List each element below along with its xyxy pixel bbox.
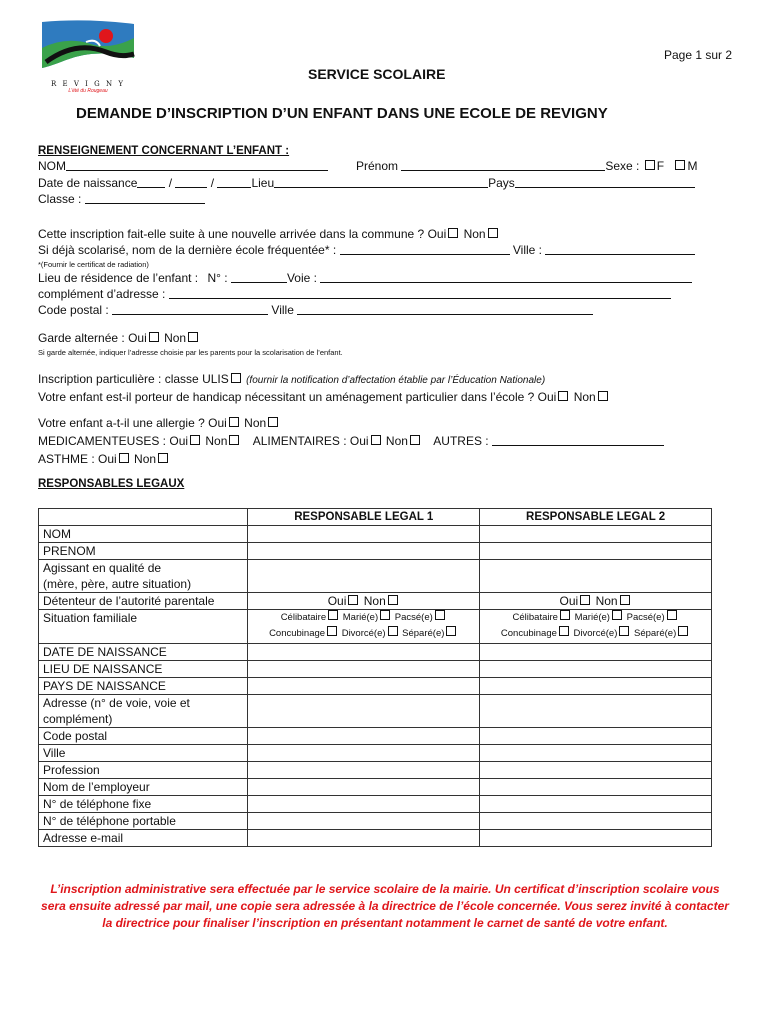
- medic-oui-label: Oui: [169, 434, 189, 448]
- resp1-pays-naissance-cell[interactable]: [248, 678, 480, 695]
- resp1-detenteur-oui-checkbox[interactable]: [348, 595, 358, 605]
- complement-label: complément d’adresse :: [38, 287, 166, 301]
- resp2-celib-label: Célibataire: [512, 612, 558, 623]
- handicap-non-checkbox[interactable]: [598, 391, 608, 401]
- resp1-concub-checkbox[interactable]: [327, 626, 337, 636]
- resp1-detenteur-non-label: Non: [363, 594, 386, 608]
- resp1-email-cell[interactable]: [248, 830, 480, 847]
- table-row: [39, 796, 712, 813]
- row-label-prenom: PRENOM: [39, 543, 248, 560]
- code-postal-field[interactable]: [112, 304, 268, 315]
- garde-oui-label: Oui: [128, 331, 147, 345]
- resp1-celib-checkbox[interactable]: [328, 610, 338, 620]
- row-label-code-postal: Code postal: [39, 728, 248, 745]
- medic-oui-checkbox[interactable]: [190, 435, 200, 445]
- resp2-celib-checkbox[interactable]: [560, 610, 570, 620]
- resp1-marie-label: Marié(e): [342, 612, 379, 623]
- row-label-tel-portable: N° de téléphone portable: [39, 813, 248, 830]
- row-label-detenteur: Détenteur de l’autorité parentale: [39, 593, 248, 610]
- resp1-adresse-cell[interactable]: [248, 695, 480, 728]
- resp1-prenom-cell[interactable]: [248, 543, 480, 560]
- table-row: [39, 728, 712, 745]
- resp2-detenteur-cell: [480, 593, 712, 610]
- classe-label: Classe :: [38, 192, 82, 206]
- resp1-detenteur-cell: [248, 593, 480, 610]
- pays-field[interactable]: [515, 177, 695, 188]
- col-header-resp1: RESPONSABLE LEGAL 1: [248, 509, 480, 526]
- allergie-non-checkbox[interactable]: [268, 417, 278, 427]
- col-header-resp2: RESPONSABLE LEGAL 2: [480, 509, 712, 526]
- resp2-ville-cell[interactable]: [480, 745, 712, 762]
- resp2-separe-checkbox[interactable]: [678, 626, 688, 636]
- table-header-row: [39, 509, 712, 526]
- row-ecole: [38, 243, 695, 258]
- table-row: [39, 644, 712, 661]
- garde-non-label: Non: [164, 331, 187, 345]
- aliment-non-label: Non: [385, 434, 408, 448]
- resp1-code-postal-cell[interactable]: [248, 728, 480, 745]
- ville-field[interactable]: [297, 304, 593, 315]
- table-row: [39, 813, 712, 830]
- handicap-oui-label: Oui: [537, 390, 557, 404]
- garde-non-checkbox[interactable]: [188, 332, 198, 342]
- resp2-date-naissance-cell[interactable]: [480, 644, 712, 661]
- garde-note: Si garde alternée, indiquer l’adresse choisie par les parents pour la scolarisation de l’enfant.: [38, 348, 343, 357]
- row-complement: [38, 287, 671, 302]
- resp1-tel-fixe-cell[interactable]: [248, 796, 480, 813]
- prenom-field[interactable]: [401, 160, 605, 171]
- resp1-agissant-cell[interactable]: [248, 560, 480, 593]
- row-label-ville: Ville: [39, 745, 248, 762]
- nom-label: NOM: [38, 159, 66, 173]
- row-label-nom: NOM: [39, 526, 248, 543]
- autres-label: AUTRES :: [433, 434, 489, 448]
- table-header-empty: [39, 509, 248, 526]
- resp2-pacse-checkbox[interactable]: [667, 610, 677, 620]
- resp2-adresse-cell[interactable]: [480, 695, 712, 728]
- resp1-nom-cell[interactable]: [248, 526, 480, 543]
- responsables-title: RESPONSABLES LEGAUX: [38, 478, 185, 490]
- medic-label: MEDICAMENTEUSES :: [38, 434, 167, 448]
- arrivee-oui-checkbox[interactable]: [448, 228, 458, 238]
- resp2-profession-cell[interactable]: [480, 762, 712, 779]
- table-row: [39, 661, 712, 678]
- table-row: [39, 745, 712, 762]
- asthme-label: ASTHME :: [38, 452, 95, 466]
- resp2-lieu-naissance-cell[interactable]: [480, 661, 712, 678]
- sexe-m-label: M: [687, 159, 698, 173]
- agissant-line2: (mère, père, autre situation): [43, 577, 192, 591]
- resp2-concub-label: Concubinage: [500, 628, 557, 639]
- resp1-ville-cell[interactable]: [248, 745, 480, 762]
- table-row: [39, 762, 712, 779]
- row-residence: [38, 271, 692, 286]
- handicap-question: Votre enfant est-il porteur de handicap nécessitant un aménagement particulier dans l’école ?: [38, 390, 535, 404]
- child-section-title: RENSEIGNEMENT CONCERNANT L’ENFANT :: [38, 145, 290, 157]
- responsables-table: [38, 508, 712, 847]
- resp1-pacse-label: Pacsé(e): [394, 612, 433, 623]
- ulis-note: (fournir la notification d’affectation établie par l’Éducation Nationale): [246, 375, 546, 386]
- table-row: [39, 560, 712, 593]
- pays-label: Pays: [488, 176, 515, 190]
- resp1-separe-label: Séparé(e): [402, 628, 445, 639]
- resp2-marie-label: Marié(e): [574, 612, 610, 623]
- asthme-oui-checkbox[interactable]: [119, 453, 129, 463]
- resp1-employeur-cell[interactable]: [248, 779, 480, 796]
- aliment-oui-checkbox[interactable]: [371, 435, 381, 445]
- resp1-separe-checkbox[interactable]: [446, 626, 456, 636]
- resp2-agissant-cell[interactable]: [480, 560, 712, 593]
- resp2-email-cell[interactable]: [480, 830, 712, 847]
- aliment-oui-label: Oui: [349, 434, 369, 448]
- nom-field[interactable]: [66, 160, 328, 171]
- page-title: DEMANDE D’INSCRIPTION D’UN ENFANT DANS UNE ECOLE DE REVIGNY: [76, 105, 608, 122]
- resp1-divorce-label: Divorcé(e): [341, 628, 386, 639]
- aliment-non-checkbox[interactable]: [410, 435, 420, 445]
- row-label-tel-fixe: N° de téléphone fixe: [39, 796, 248, 813]
- allergie-oui-checkbox[interactable]: [229, 417, 239, 427]
- row-handicap: [38, 390, 610, 405]
- resp2-situation-cell: [480, 610, 712, 644]
- row-ulis: [38, 372, 545, 388]
- row-label-profession: Profession: [39, 762, 248, 779]
- table-row: [39, 526, 712, 543]
- allergie-question: Votre enfant a-t-il une allergie ?: [38, 416, 205, 430]
- adresse-line1: Adresse (n° de voie, voie et: [43, 696, 190, 710]
- resp2-code-postal-cell[interactable]: [480, 728, 712, 745]
- row-label-email: Adresse e-mail: [39, 830, 248, 847]
- handicap-oui-checkbox[interactable]: [558, 391, 568, 401]
- sexe-f-label: F: [656, 159, 665, 173]
- handicap-non-label: Non: [573, 390, 596, 404]
- ulis-checkbox[interactable]: [231, 373, 241, 383]
- row-allergie-types: [38, 434, 664, 449]
- prenom-label: Prénom: [356, 159, 399, 173]
- resp2-detenteur-oui-label: Oui: [559, 594, 579, 608]
- resp2-detenteur-non-label: Non: [595, 594, 618, 608]
- resp2-tel-fixe-cell[interactable]: [480, 796, 712, 813]
- lieu-label: Lieu: [251, 176, 275, 190]
- table-row: [39, 695, 712, 728]
- resp2-separe-label: Séparé(e): [634, 628, 677, 639]
- asthme-non-label: Non: [134, 452, 157, 466]
- service-title: SERVICE SCOLAIRE: [308, 66, 446, 82]
- resp1-situation-cell: [248, 610, 480, 644]
- resp2-pacse-label: Pacsé(e): [626, 612, 665, 623]
- row-label-lieu-naissance: LIEU DE NAISSANCE: [39, 661, 248, 678]
- resp1-date-naissance-cell[interactable]: [248, 644, 480, 661]
- resp1-detenteur-non-checkbox[interactable]: [388, 595, 398, 605]
- resp2-employeur-cell[interactable]: [480, 779, 712, 796]
- code-postal-label: Code postal :: [38, 303, 109, 317]
- row-prenom: [356, 159, 697, 174]
- row-label-date-naissance: DATE DE NAISSANCE: [39, 644, 248, 661]
- page-number: Page 1 sur 2: [664, 48, 733, 62]
- row-arrivee: [38, 227, 500, 242]
- footer-note: L’inscription administrative sera effectuée par le service scolaire de la mairie. Un certificat d’inscription scolaire vous sera ensuite adressé par mail, une copie sera adressée à la directrice de l’école concernée. Vous serez invité à contacter la directrice pour finaliser l’inscription en présentant notamment le carnet de santé de votre enfant.: [41, 882, 729, 930]
- naissance-year-field[interactable]: [217, 177, 251, 188]
- row-label-agissant: [39, 560, 248, 593]
- row-code-postal: [38, 303, 593, 318]
- resp1-celib-label: Célibataire: [280, 612, 327, 623]
- resp1-profession-cell[interactable]: [248, 762, 480, 779]
- resp2-nom-cell[interactable]: [480, 526, 712, 543]
- complement-field[interactable]: [169, 288, 671, 299]
- sexe-f-checkbox[interactable]: [645, 160, 655, 170]
- row-asthme: [38, 452, 170, 467]
- agissant-line1: Agissant en qualité de: [43, 561, 162, 575]
- resp2-tel-portable-cell[interactable]: [480, 813, 712, 830]
- logo-text: R E V I G N Y: [51, 80, 125, 88]
- resp1-tel-portable-cell[interactable]: [248, 813, 480, 830]
- row-nom: [38, 159, 328, 174]
- resp2-prenom-cell[interactable]: [480, 543, 712, 560]
- resp2-marie-checkbox[interactable]: [612, 610, 622, 620]
- table-row: [39, 830, 712, 847]
- arrivee-question: Cette inscription fait-elle suite à une nouvelle arrivée dans la commune ?: [38, 227, 425, 241]
- resp1-divorce-checkbox[interactable]: [388, 626, 398, 636]
- sexe-m-checkbox[interactable]: [675, 160, 685, 170]
- voie-field[interactable]: [320, 272, 692, 283]
- row-allergie: [38, 416, 280, 431]
- resp2-divorce-checkbox[interactable]: [619, 626, 629, 636]
- garde-oui-checkbox[interactable]: [149, 332, 159, 342]
- ulis-label: Inscription particulière : classe ULIS: [38, 372, 229, 386]
- resp1-concub-label: Concubinage: [269, 628, 326, 639]
- resp1-lieu-naissance-cell[interactable]: [248, 661, 480, 678]
- lieu-field[interactable]: [274, 177, 488, 188]
- numero-field[interactable]: [231, 272, 287, 283]
- resp2-detenteur-non-checkbox[interactable]: [620, 595, 630, 605]
- table-row: [39, 779, 712, 796]
- medic-non-checkbox[interactable]: [229, 435, 239, 445]
- table-row: [39, 678, 712, 695]
- residence-label: Lieu de résidence de l’enfant :: [38, 271, 199, 285]
- allergie-non-label: Non: [244, 416, 267, 430]
- logo-tagline: L'été du Rougeau: [68, 88, 108, 94]
- table-row: [39, 593, 712, 610]
- row-naissance: Date de naissance / / Lieu Pays: [38, 176, 695, 191]
- naissance-month-field[interactable]: [175, 177, 207, 188]
- revigny-logo: [36, 18, 140, 96]
- ville-label: Ville: [271, 303, 294, 317]
- ecole-ville-field[interactable]: [545, 244, 695, 255]
- resp1-marie-checkbox[interactable]: [380, 610, 390, 620]
- ecole-field[interactable]: [340, 244, 510, 255]
- voie-label: Voie :: [286, 271, 317, 285]
- resp2-detenteur-oui-checkbox[interactable]: [580, 595, 590, 605]
- radiation-note: *(Fournir le certificat de radiation): [38, 260, 149, 269]
- row-label-situation: Situation familiale: [39, 610, 248, 644]
- arrivee-oui-label: Oui: [427, 227, 447, 241]
- aliment-label: ALIMENTAIRES :: [252, 434, 347, 448]
- classe-field[interactable]: [85, 193, 205, 204]
- resp2-concub-checkbox[interactable]: [559, 626, 569, 636]
- ecole-ville-label: Ville :: [512, 243, 543, 257]
- resp1-pacse-checkbox[interactable]: [435, 610, 445, 620]
- table-row: [39, 543, 712, 560]
- sexe-label: Sexe :: [605, 159, 640, 173]
- naissance-day-field[interactable]: [137, 177, 165, 188]
- row-label-employeur: Nom de l’employeur: [39, 779, 248, 796]
- row-classe: [38, 192, 205, 207]
- arrivee-non-checkbox[interactable]: [488, 228, 498, 238]
- row-garde: [38, 331, 200, 346]
- row-label-adresse: [39, 695, 248, 728]
- garde-label: Garde alternée :: [38, 331, 125, 345]
- naissance-label: Date de naissance: [38, 176, 138, 190]
- medic-non-label: Non: [205, 434, 228, 448]
- row-label-pays-naissance: PAYS DE NAISSANCE: [39, 678, 248, 695]
- resp2-divorce-label: Divorcé(e): [573, 628, 618, 639]
- asthme-non-checkbox[interactable]: [158, 453, 168, 463]
- table-row: [39, 610, 712, 644]
- numero-label: N° :: [207, 271, 228, 285]
- arrivee-non-label: Non: [463, 227, 486, 241]
- asthme-oui-label: Oui: [98, 452, 117, 466]
- allergie-oui-label: Oui: [208, 416, 227, 430]
- adresse-line2: complément): [43, 712, 113, 726]
- resp1-detenteur-oui-label: Oui: [327, 594, 347, 608]
- ecole-question: Si déjà scolarisé, nom de la dernière école fréquentée* :: [38, 243, 337, 257]
- resp2-pays-naissance-cell[interactable]: [480, 678, 712, 695]
- autres-field[interactable]: [492, 435, 664, 446]
